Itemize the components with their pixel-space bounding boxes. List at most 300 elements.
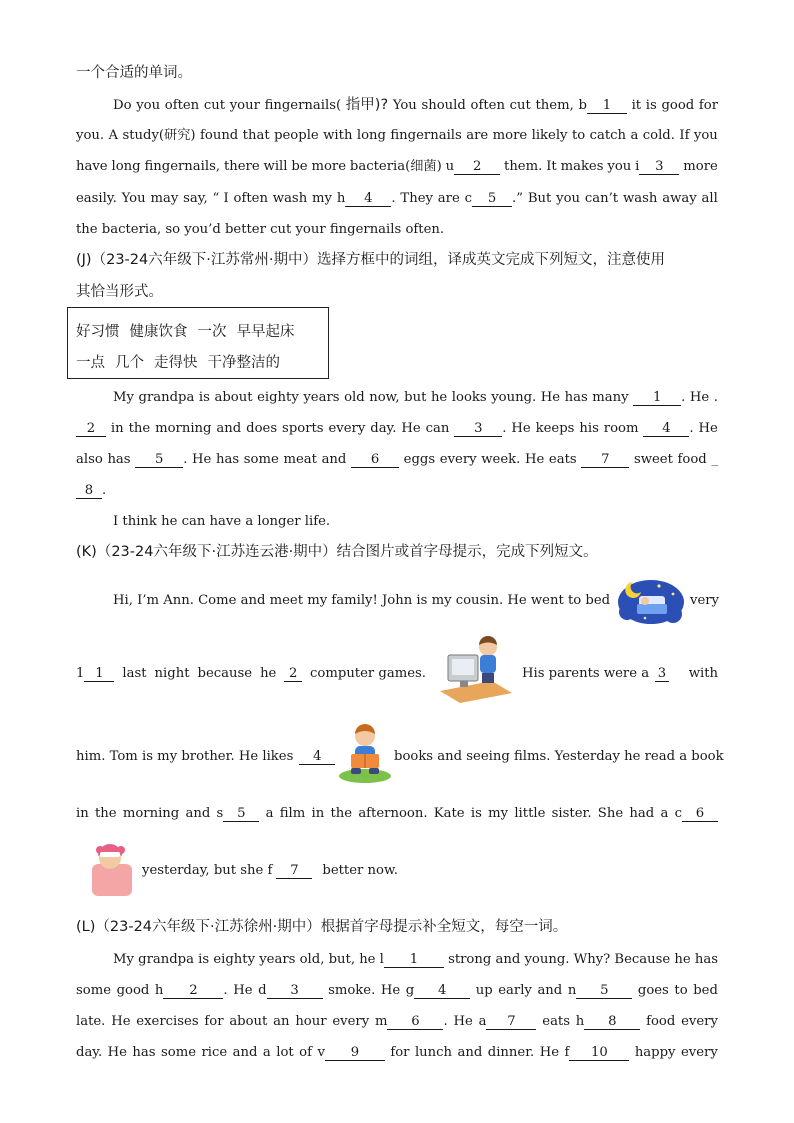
passage-word: meat — [283, 452, 317, 467]
passage-word: He — [111, 1014, 131, 1029]
passage-k-line-3 — [76, 748, 336, 766]
passage-word: long — [111, 159, 141, 174]
word-group: 1 1 — [76, 665, 114, 683]
passage-word: d — [258, 983, 267, 998]
passage-k-line-3-right — [394, 748, 724, 766]
passage-word: n — [567, 983, 577, 998]
passage-word: sports — [282, 421, 324, 436]
passage-word: with — [688, 666, 718, 681]
word-bank-item: 几个 — [115, 355, 144, 371]
passage-word: . — [223, 983, 228, 998]
passage-word: morning — [155, 421, 212, 436]
passage-word: some — [76, 983, 112, 998]
passage-word: They — [400, 191, 433, 206]
passage-word: . — [443, 1014, 448, 1029]
passage-word: Why? — [573, 952, 611, 967]
passage-word: every — [328, 421, 366, 436]
passage-word: does — [246, 421, 278, 436]
passage-word: with — [323, 128, 353, 143]
passage-word: my — [312, 191, 333, 206]
passage-k-line-4 — [76, 805, 718, 823]
passage-word: l — [379, 952, 384, 967]
passage-word: b — [578, 98, 587, 113]
word-group: 8 . — [76, 482, 106, 500]
passage-word: fingernails( — [264, 98, 342, 113]
passage-word: has — [216, 452, 240, 467]
passage-word: people — [274, 128, 319, 143]
passage-word: all — [701, 191, 718, 206]
passage-word: He — [401, 421, 421, 436]
passage-word: week. — [481, 452, 521, 467]
passage-word: My — [113, 390, 134, 405]
passage-word: . — [391, 191, 396, 206]
blank-k2[interactable]: 2 — [284, 666, 302, 682]
passage-l-line-4 — [76, 1044, 718, 1062]
blank-l5[interactable]: 5 — [576, 983, 632, 999]
passage-word: very — [690, 593, 720, 608]
passage-word: h — [154, 983, 164, 998]
passage-word: looks — [451, 390, 487, 405]
passage-k-line-1-end — [690, 592, 720, 610]
passage-word: is — [645, 98, 657, 113]
blank-l4[interactable]: 4 — [414, 983, 470, 999]
passage-word: has — [564, 390, 588, 405]
blank-l8[interactable]: 8 — [584, 1014, 640, 1030]
blank-l3[interactable]: 3 — [267, 983, 323, 999]
blank-l9[interactable]: 9 — [325, 1045, 385, 1061]
passage-word: fingernails, — [144, 159, 221, 174]
passage-word: some — [161, 1045, 197, 1060]
passage-word: good — [661, 98, 695, 113]
blank-2[interactable]: 2 — [454, 159, 500, 175]
passage-i-line-1 — [113, 96, 718, 115]
word-group — [213, 190, 229, 208]
passage-word: Kate — [433, 806, 465, 821]
passage-word: has — [132, 1045, 156, 1060]
blank-k7[interactable]: 7 — [276, 863, 312, 879]
blank-j2[interactable]: 2 — [76, 421, 106, 437]
passage-word: grandpa — [138, 952, 194, 967]
word-group — [633, 389, 685, 407]
passage-word: grandpa — [138, 390, 195, 405]
word-group — [258, 982, 322, 1000]
passage-word: happy — [634, 1045, 676, 1060]
passage-word: (K)（23-24六年级下·江苏连云港·期中）结合图片或首字母提示，完成下列短文。 — [76, 544, 598, 560]
word-bank-item: 一次 — [197, 324, 227, 340]
passage-word: every — [681, 1014, 718, 1029]
passage-word: I think he can have a longer life. — [113, 514, 331, 529]
word-bank-row-1 — [76, 320, 295, 341]
passage-word: it — [631, 98, 642, 113]
passage-word: 一个合适的单词。 — [76, 65, 192, 81]
word-group — [576, 1013, 641, 1031]
passage-word: a — [478, 1014, 487, 1029]
passage-word: . — [681, 390, 686, 405]
passage-word: many — [592, 390, 629, 405]
passage-word: but, — [328, 952, 356, 967]
blank-4[interactable]: 4 — [345, 191, 391, 207]
passage-word: years — [259, 952, 296, 967]
passage-word: I — [223, 191, 229, 206]
passage-word: g — [405, 983, 415, 998]
passage-word: is — [198, 390, 210, 405]
passage-word: v — [317, 1045, 325, 1060]
blank-j1[interactable]: 1 — [633, 390, 681, 406]
blank-1[interactable]: 1 — [587, 98, 627, 114]
passage-word: easily. — [76, 191, 117, 206]
passage-word: often — [470, 98, 505, 113]
blank-j7[interactable]: 7 — [581, 452, 629, 468]
blank-l1[interactable]: 1 — [384, 952, 444, 968]
passage-word: you — [136, 98, 161, 113]
passage-word: film — [279, 806, 306, 821]
passage-word: night — [154, 666, 190, 681]
blank-3[interactable]: 3 — [639, 159, 679, 175]
passage-word: are — [466, 128, 489, 143]
passage-word: ” — [516, 191, 523, 206]
passage-word: He — [539, 1045, 560, 1060]
passage-word: every — [332, 1014, 370, 1029]
passage-word: a — [630, 128, 639, 143]
word-group — [337, 190, 396, 208]
passage-word: them. — [504, 159, 543, 174]
passage-word: keeps — [535, 421, 575, 436]
passage-word: long — [356, 128, 386, 143]
passage-word: h — [575, 1014, 585, 1029]
passage-word: because — [197, 666, 253, 681]
passage-word: sweet — [633, 452, 673, 467]
blank-l2[interactable]: 2 — [163, 983, 223, 999]
passage-word: cold. — [642, 128, 675, 143]
passage-k-line-2 — [76, 665, 426, 683]
passage-word: sister. — [551, 806, 592, 821]
passage-word: eggs — [403, 452, 436, 467]
passage-word: . — [713, 390, 718, 405]
passage-word: He — [540, 390, 561, 405]
boy-reading-icon — [337, 722, 393, 784]
passage-word: early — [498, 983, 532, 998]
passage-word: the — [330, 806, 353, 821]
passage-word: the — [94, 806, 117, 821]
passage-word: He — [524, 452, 545, 467]
passage-word: better now. — [322, 863, 398, 878]
passage-word: and — [185, 806, 211, 821]
passage-j-line-2 — [76, 420, 718, 438]
passage-word: be — [291, 159, 308, 174]
passage-word: every — [680, 1045, 718, 1060]
passage-word: books and seeing films. Yesterday he read a book — [394, 749, 724, 764]
passage-word: good — [116, 983, 150, 998]
passage-word: You — [392, 98, 417, 113]
passage-word: study(研究) — [122, 128, 196, 143]
passage-word: wash — [622, 191, 658, 206]
sick-girl-in-bed-icon — [86, 838, 136, 898]
passage-word: had — [629, 806, 655, 821]
blank-k4[interactable]: 4 — [299, 749, 335, 765]
passage-word: will — [263, 159, 288, 174]
passage-word: afternoon. — [358, 806, 428, 821]
passage-word: eats — [548, 452, 577, 467]
blank-k1[interactable]: 1 — [84, 666, 114, 682]
instruction-fragment — [76, 64, 718, 82]
passage-word: strong — [448, 952, 492, 967]
passage-word: He — [698, 421, 718, 436]
passage-word: dinner. — [487, 1045, 535, 1060]
word-group — [135, 451, 187, 469]
passage-word: away — [662, 191, 697, 206]
passage-word: cut — [203, 98, 226, 113]
passage-word: food — [646, 1014, 676, 1029]
blank-l7[interactable]: 7 — [486, 1014, 536, 1030]
passage-word: makes — [560, 159, 604, 174]
passage-word: is — [198, 952, 210, 967]
passage-word: that — [242, 128, 270, 143]
word-bank-item: 健康饮食 — [129, 324, 188, 340]
blank-l6[interactable]: 6 — [387, 1014, 443, 1030]
passage-word: you — [556, 191, 581, 206]
blank-j4[interactable]: 4 — [643, 421, 689, 437]
passage-word: (L)（23-24六年级下·江苏徐州·期中）根据首字母提示补全短文，每空一词。 — [76, 919, 568, 935]
passage-word: has — [694, 952, 718, 967]
passage-word: in — [76, 806, 89, 821]
passage-word: food — [677, 452, 707, 467]
passage-word: say, — [183, 191, 208, 206]
passage-word: eats — [542, 1014, 570, 1029]
passage-word: years — [303, 390, 340, 405]
passage-word: If — [679, 128, 690, 143]
passage-word: and — [232, 1045, 258, 1060]
passage-word: an — [273, 1014, 290, 1029]
passage-word: A — [108, 128, 119, 143]
passage-word: lot — [276, 1045, 294, 1060]
blank-k5[interactable]: 5 — [223, 806, 259, 822]
passage-word: 指甲)? — [345, 97, 389, 113]
passage-word: found — [200, 128, 239, 143]
word-group — [406, 982, 470, 1000]
passage-word: _ — [711, 452, 718, 467]
passage-word: him. Tom is my brother. He likes — [76, 749, 294, 764]
passage-word: goes — [637, 983, 669, 998]
sleeping-in-bed-icon — [615, 574, 685, 626]
passage-word: for — [204, 1014, 224, 1029]
passage-word: c — [464, 191, 473, 206]
passage-j-line-3 — [76, 451, 718, 469]
passage-word: He — [233, 983, 253, 998]
passage-word: computer games. — [310, 666, 426, 681]
word-bank-item: 走得快 — [154, 355, 198, 371]
passage-word: wash — [272, 191, 308, 206]
passage-word: smoke. — [328, 983, 376, 998]
passage-word: “ — [212, 191, 220, 206]
passage-word: eighty — [213, 952, 256, 967]
passage-word: He — [511, 421, 531, 436]
passage-i-line-4 — [76, 190, 718, 208]
section-j-heading-1 — [76, 251, 718, 269]
blank-k6[interactable]: 6 — [682, 806, 718, 822]
passage-word: also — [76, 452, 103, 467]
passage-word: he — [260, 666, 277, 681]
passage-word: are — [437, 191, 460, 206]
passage-j-line-1 — [113, 389, 718, 407]
passage-word: a — [265, 806, 274, 821]
passage-i-line-3 — [76, 158, 718, 176]
passage-word: up — [475, 983, 493, 998]
passage-word: you — [607, 159, 632, 174]
passage-word: your — [229, 98, 260, 113]
passage-word: you — [693, 128, 718, 143]
passage-word: more — [492, 128, 528, 143]
word-bank-item: 早早起床 — [236, 324, 295, 340]
passage-word: s — [216, 806, 224, 821]
blank-l10[interactable]: 10 — [569, 1045, 629, 1061]
passage-word: to — [674, 983, 688, 998]
passage-word: young. — [491, 390, 537, 405]
boy-at-computer-icon — [436, 633, 516, 705]
word-group — [479, 1013, 537, 1031]
blank-5[interactable]: 5 — [472, 191, 512, 207]
passage-word: . — [689, 421, 694, 436]
section-l-heading — [76, 918, 718, 936]
passage-word: he — [430, 390, 448, 405]
passage-word: and — [457, 1045, 483, 1060]
passage-word: He — [192, 452, 212, 467]
passage-word: there — [223, 159, 260, 174]
word-group — [380, 951, 444, 969]
passage-word: yesterday, but she f — [142, 863, 273, 878]
blank-j3[interactable]: 3 — [454, 421, 502, 437]
passage-word: old — [344, 390, 365, 405]
blank-j6[interactable]: 6 — [351, 452, 399, 468]
passage-word: young. — [524, 952, 570, 967]
word-group — [675, 805, 718, 823]
passage-word: some — [243, 452, 279, 467]
passage-word: the bacteria, so you’d better cut your fingernails often. — [76, 222, 445, 237]
passage-word: u — [445, 159, 455, 174]
passage-word: likely — [531, 128, 568, 143]
section-k-heading — [76, 543, 718, 561]
passage-word: day. — [76, 1045, 103, 1060]
passage-word: He — [380, 983, 401, 998]
passage-word: i — [635, 159, 640, 174]
passage-word: . — [183, 452, 188, 467]
passage-word: and — [495, 952, 521, 967]
passage-word: But — [527, 191, 552, 206]
passage-word: often — [164, 98, 200, 113]
passage-word: day. — [370, 421, 397, 436]
passage-l-line-3 — [76, 1013, 718, 1031]
passage-word: now, — [369, 390, 400, 405]
passage-word: It — [546, 159, 557, 174]
word-group — [375, 1013, 448, 1031]
passage-word: you. — [76, 128, 105, 143]
passage-word: You — [121, 191, 146, 206]
passage-word: catch — [589, 128, 627, 143]
passage-word: to — [571, 128, 586, 143]
passage-word: lunch — [414, 1045, 453, 1060]
passage-word: can’t — [584, 191, 619, 206]
passage-word: He — [453, 1014, 473, 1029]
passage-word: he — [359, 952, 376, 967]
passage-word: in — [110, 421, 124, 436]
passage-word: bed — [693, 983, 718, 998]
passage-word: little — [514, 806, 546, 821]
word-group — [155, 982, 228, 1000]
passage-word: may — [150, 191, 179, 206]
word-bank-item: 好习惯 — [76, 324, 120, 340]
passage-word: exercises — [136, 1014, 199, 1029]
passage-word: is — [470, 806, 482, 821]
passage-word: and — [537, 983, 563, 998]
passage-word: every — [439, 452, 477, 467]
passage-word: late. — [76, 1014, 106, 1029]
word-group — [568, 982, 633, 1000]
passage-word: He — [107, 1045, 127, 1060]
passage-word: Hi, I’m Ann. Come and meet my family! John is my cousin. He went to bed — [113, 593, 611, 608]
passage-word: Do — [113, 98, 132, 113]
passage-word: c — [674, 806, 682, 821]
passage-word: He — [689, 390, 710, 405]
passage-word: His parents were a — [522, 666, 650, 681]
passage-word: often — [233, 191, 268, 206]
word-bank-box — [67, 307, 329, 379]
word-group — [317, 1044, 384, 1062]
word-group — [454, 420, 506, 438]
word-group — [465, 190, 523, 208]
passage-k-line-1 — [113, 592, 613, 610]
passage-k-line-2-right — [522, 665, 718, 683]
passage-word: should — [421, 98, 466, 113]
passage-k-line-5 — [142, 862, 442, 880]
passage-word: has — [107, 452, 131, 467]
passage-word: have — [76, 159, 108, 174]
passage-word: Because — [614, 952, 671, 967]
passage-word: for — [390, 1045, 410, 1060]
passage-word: last — [122, 666, 147, 681]
passage-word: rice — [201, 1045, 228, 1060]
passage-word: the — [128, 421, 151, 436]
passage-word: but — [404, 390, 427, 405]
passage-word: 其恰当形式。 — [76, 284, 163, 300]
word-group — [643, 420, 693, 438]
passage-word: them, — [535, 98, 574, 113]
blank-j8[interactable]: 8 — [76, 483, 102, 499]
passage-word: of — [299, 1045, 312, 1060]
passage-word: his — [579, 421, 599, 436]
passage-word: (J)（23-24六年级下·江苏常州·期中）选择方框中的词组，译成英文完成下列短文，注意使用 — [76, 252, 665, 268]
passage-word: my — [488, 806, 509, 821]
passage-l-line-2 — [76, 982, 718, 1000]
passage-word: more — [311, 159, 347, 174]
passage-word: She — [597, 806, 624, 821]
passage-word: eighty — [257, 390, 299, 405]
passage-word: about — [214, 390, 253, 405]
passage-word: . — [512, 191, 517, 206]
passage-word: bacteria(细菌) — [349, 159, 442, 174]
passage-j-line-4 — [76, 482, 718, 500]
passage-word: can — [425, 421, 450, 436]
passage-word: cut — [509, 98, 531, 113]
passage-word: in — [311, 806, 325, 821]
blank-k3[interactable]: 3 — [655, 666, 669, 682]
passage-word: and — [216, 421, 242, 436]
passage-j-line-5 — [113, 513, 718, 531]
passage-i-line-5 — [76, 221, 718, 239]
passage-word: h — [336, 191, 346, 206]
word-group — [446, 158, 501, 176]
passage-word: and — [321, 452, 347, 467]
passage-word: about — [229, 1014, 268, 1029]
blank-j5[interactable]: 5 — [135, 452, 183, 468]
